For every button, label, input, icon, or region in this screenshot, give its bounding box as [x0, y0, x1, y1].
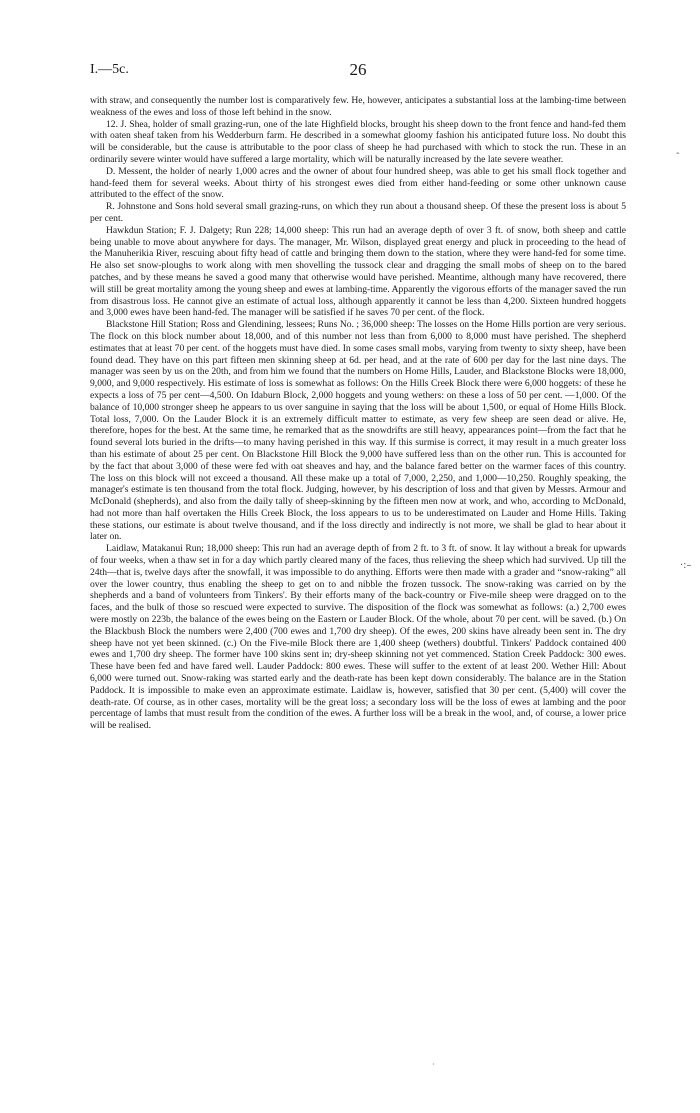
page-header [90, 62, 626, 84]
paragraph-laidlaw-matakanui: Laidlaw, Matakanui Run; 18,000 sheep: This run had an average depth of from 2 ft. to 3 ft. of snow. It lay without a break for upwards of four weeks, when a thaw set in for a day which partly cleared many of the faces, thus relieving the sheep which had survived. Up till the 24th—that is, twelve days after the snowfall, it was impossible to do anything. Efforts were then made with a grader and “snow-raking” all over the lower country, thus enabling the sheep to get on to and nibble the frozen tussock. The snow-raking was carried on by the shepherds and a band of volunteers from Tinkers'. By their efforts many of the back-country or Five-mile sheep were dragged on to the faces, and the bulk of those so rescued were expected to survive. The disposition of the flock was somewhat as follows: (a.) 2,700 ewes were mostly on 223b, the balance of the ewes being on the Eastern or Lauder Block. Of the whole, about 70 per cent. will be saved. (b.) On the Blackbush Block the numbers were 2,400 (700 ewes and 1,700 dry sheep). Of the ewes, 200 skins have already been sent in. The dry sheep have not yet been skinned. (c.) On the Five-mile Block there are 1,400 sheep (wethers) doubtful. Tinkers' Paddock contained 400 ewes and 1,700 dry sheep. The former have 100 skins sent in; dry-sheep skinning not yet commenced. Station Creek Paddock: 300 ewes. These have been fed and have fared well. Lauder Paddock: 800 ewes. These will suffer to the extent of at least 200. Wether Hill: About 6,000 were turned out. Snow-raking was started early and the death-rate has been kept down considerably. The balance are in the Station Paddock. It is impossible to make even an approximate estimate. Laidlaw is, however, satisfied that 30 per cent. (5,400) will cover the death-rate. Of course, as in other cases, mortality will be the great loss; a secondary loss will be the loss of ewes at lambing and the poor percentage of lambs that must result from the condition of the ewes. A further loss will be a break in the wool, and, of course, a lower price will be realised. [90, 543, 626, 732]
paragraph-hawkdun-station: Hawkdun Station; F. J. Dalgety; Run 228; 14,000 sheep: This run had an average depth of over 3 ft. of snow, both sheep and cattle being unable to move about anywhere for days. The manager, Mr. Wilson, displayed great energy and pluck in proceeding to the head of the Manuherikia River, rescuing about fifty head of cattle and bringing them down to the station, where they were hand-fed for some time. He also set snow-ploughs to work along with men shovelling the tussock clear and dragging the small mobs of sheep on to the bared patches, and by these means he saved a good many that otherwise would have perished. Meantime, although many have recovered, there will still be great mortality among the young sheep and ewes at lambing-time. Apparently the vigorous efforts of the manager saved the run from disastrous loss. He cannot give an estimate of actual loss, although apparently it cannot be less than 4,200. Sixteen hundred hoggets and 3,000 ewes have been hand-fed. The manager will be satisfied if he saves 70 per cent. of the flock. [90, 224, 626, 319]
margin-mark-top: - [676, 148, 680, 159]
paragraph-shea: 12. J. Shea, holder of small grazing-run, one of the late Highfield blocks, brought his sheep down to the front fence and hand-fed them with oaten sheaf taken from his Wedderburn farm. He described in a somewhat gloomy fashion his anticipated future loss. No doubt this will be considerable, but the cause is attributable to the poor class of sheep he had purchased with which to stock the run. These in an ordinarily severe winter would have suffered a large mortality, which will be naturally increased by the late severe weather. [90, 118, 626, 165]
report-body [90, 95, 626, 732]
paragraph-blackstone-hill-station: Blackstone Hill Station; Ross and Glendining, lessees; Runs No. ; 36,000 sheep: The losses on the Home Hills portion are very serious. The flock on this block number about 18,000, and of this number not less than from 6,000 to 8,000 must have perished. The shepherd estimates that at least 70 per cent. of the hoggets must have died. In some cases small mobs, varying from twenty to sixty sheep, have been found dead. They have on this part fifteen men skinning sheep at 6d. per head, and at the rate of 600 per day for the last nine days. The manager was seen by us on the 20th, and from him we found that the numbers on Home Hills, Lauder, and Blackstone Blocks were 18,000, 9,000, and 9,000 respectively. His estimate of loss is somewhat as follows: On the Hills Creek Block there were 6,000 hoggets: of these he expects a loss of 75 per cent—4,500. On Idaburn Block, 2,000 hoggets and young wethers: on these a loss of 50 per cent. —1,000. Of the balance of 10,000 stronger sheep he appears to us over sanguine in saying that the loss will be about 1,500, or equal of Home Hills Block. Total loss, 7,000. On the Lauder Block it is an extremely difficult matter to estimate, as very few sheep are seen dead or alive. He, therefore, hopes for the best. At the same time, he remarked that as the snowdrifts are still heavy, appearances point—from the fact that he found several lots buried in the drifts—to many having perished in this way. If this surmise is correct, it may result in a much greater loss than his estimate of about 25 per cent. On Blackstone Hill Block the 9,000 have suffered less than on the other run. This is accounted for by the fact that about 3,000 of these were fed with oat sheaves and hay, and the balance fared better on the warmer faces of this country. The loss on this block will not exceed a thousand. All these make up a total of 7,000, 2,250, and 1,000—10,250. Roughly speaking, the manager's estimate is ten thousand from the total flock. Judging, however, by his description of loss and that given by Messrs. Armour and McDonald (shepherds), and also from the daily tally of sheep-skinning by the fifteen men now at work, and who, according to McDonald, had not more than half overtaken the Hills Creek Block, the loss appears to us to be underestimated on Lauder and Home Hills. Taking these stations, our estimate is about twelve thousand, and if the loss directly and indirectly is not more, we shall be glad to hear about it later on. [90, 319, 626, 543]
paragraph-johnstone: R. Johnstone and Sons hold several small grazing-runs, on which they run about a thousand sheep. Of these the present loss is about 5 per cent. [90, 201, 626, 224]
paragraph-messent: D. Messent, the holder of nearly 1,000 acres and the owner of about four hundred sheep, was able to get his small flock together and hand-feed them for several weeks. About thirty of his strongest ewes died from either hand-feeding or some other unknown cause attributed to the effect of the snow. [90, 165, 626, 201]
margin-mark-middle: ·:– [680, 560, 692, 571]
paragraph-straw-loss: with straw, and consequently the number lost is comparatively few. He, however, anticipates a substantial loss at the lambing-time between weakness of the ewes and loss of those left behind in the snow. [90, 95, 626, 118]
page-number: 26 [349, 60, 367, 79]
margin-mark-bottom: · [432, 1060, 435, 1069]
document-reference: I.—5c. [90, 62, 129, 77]
